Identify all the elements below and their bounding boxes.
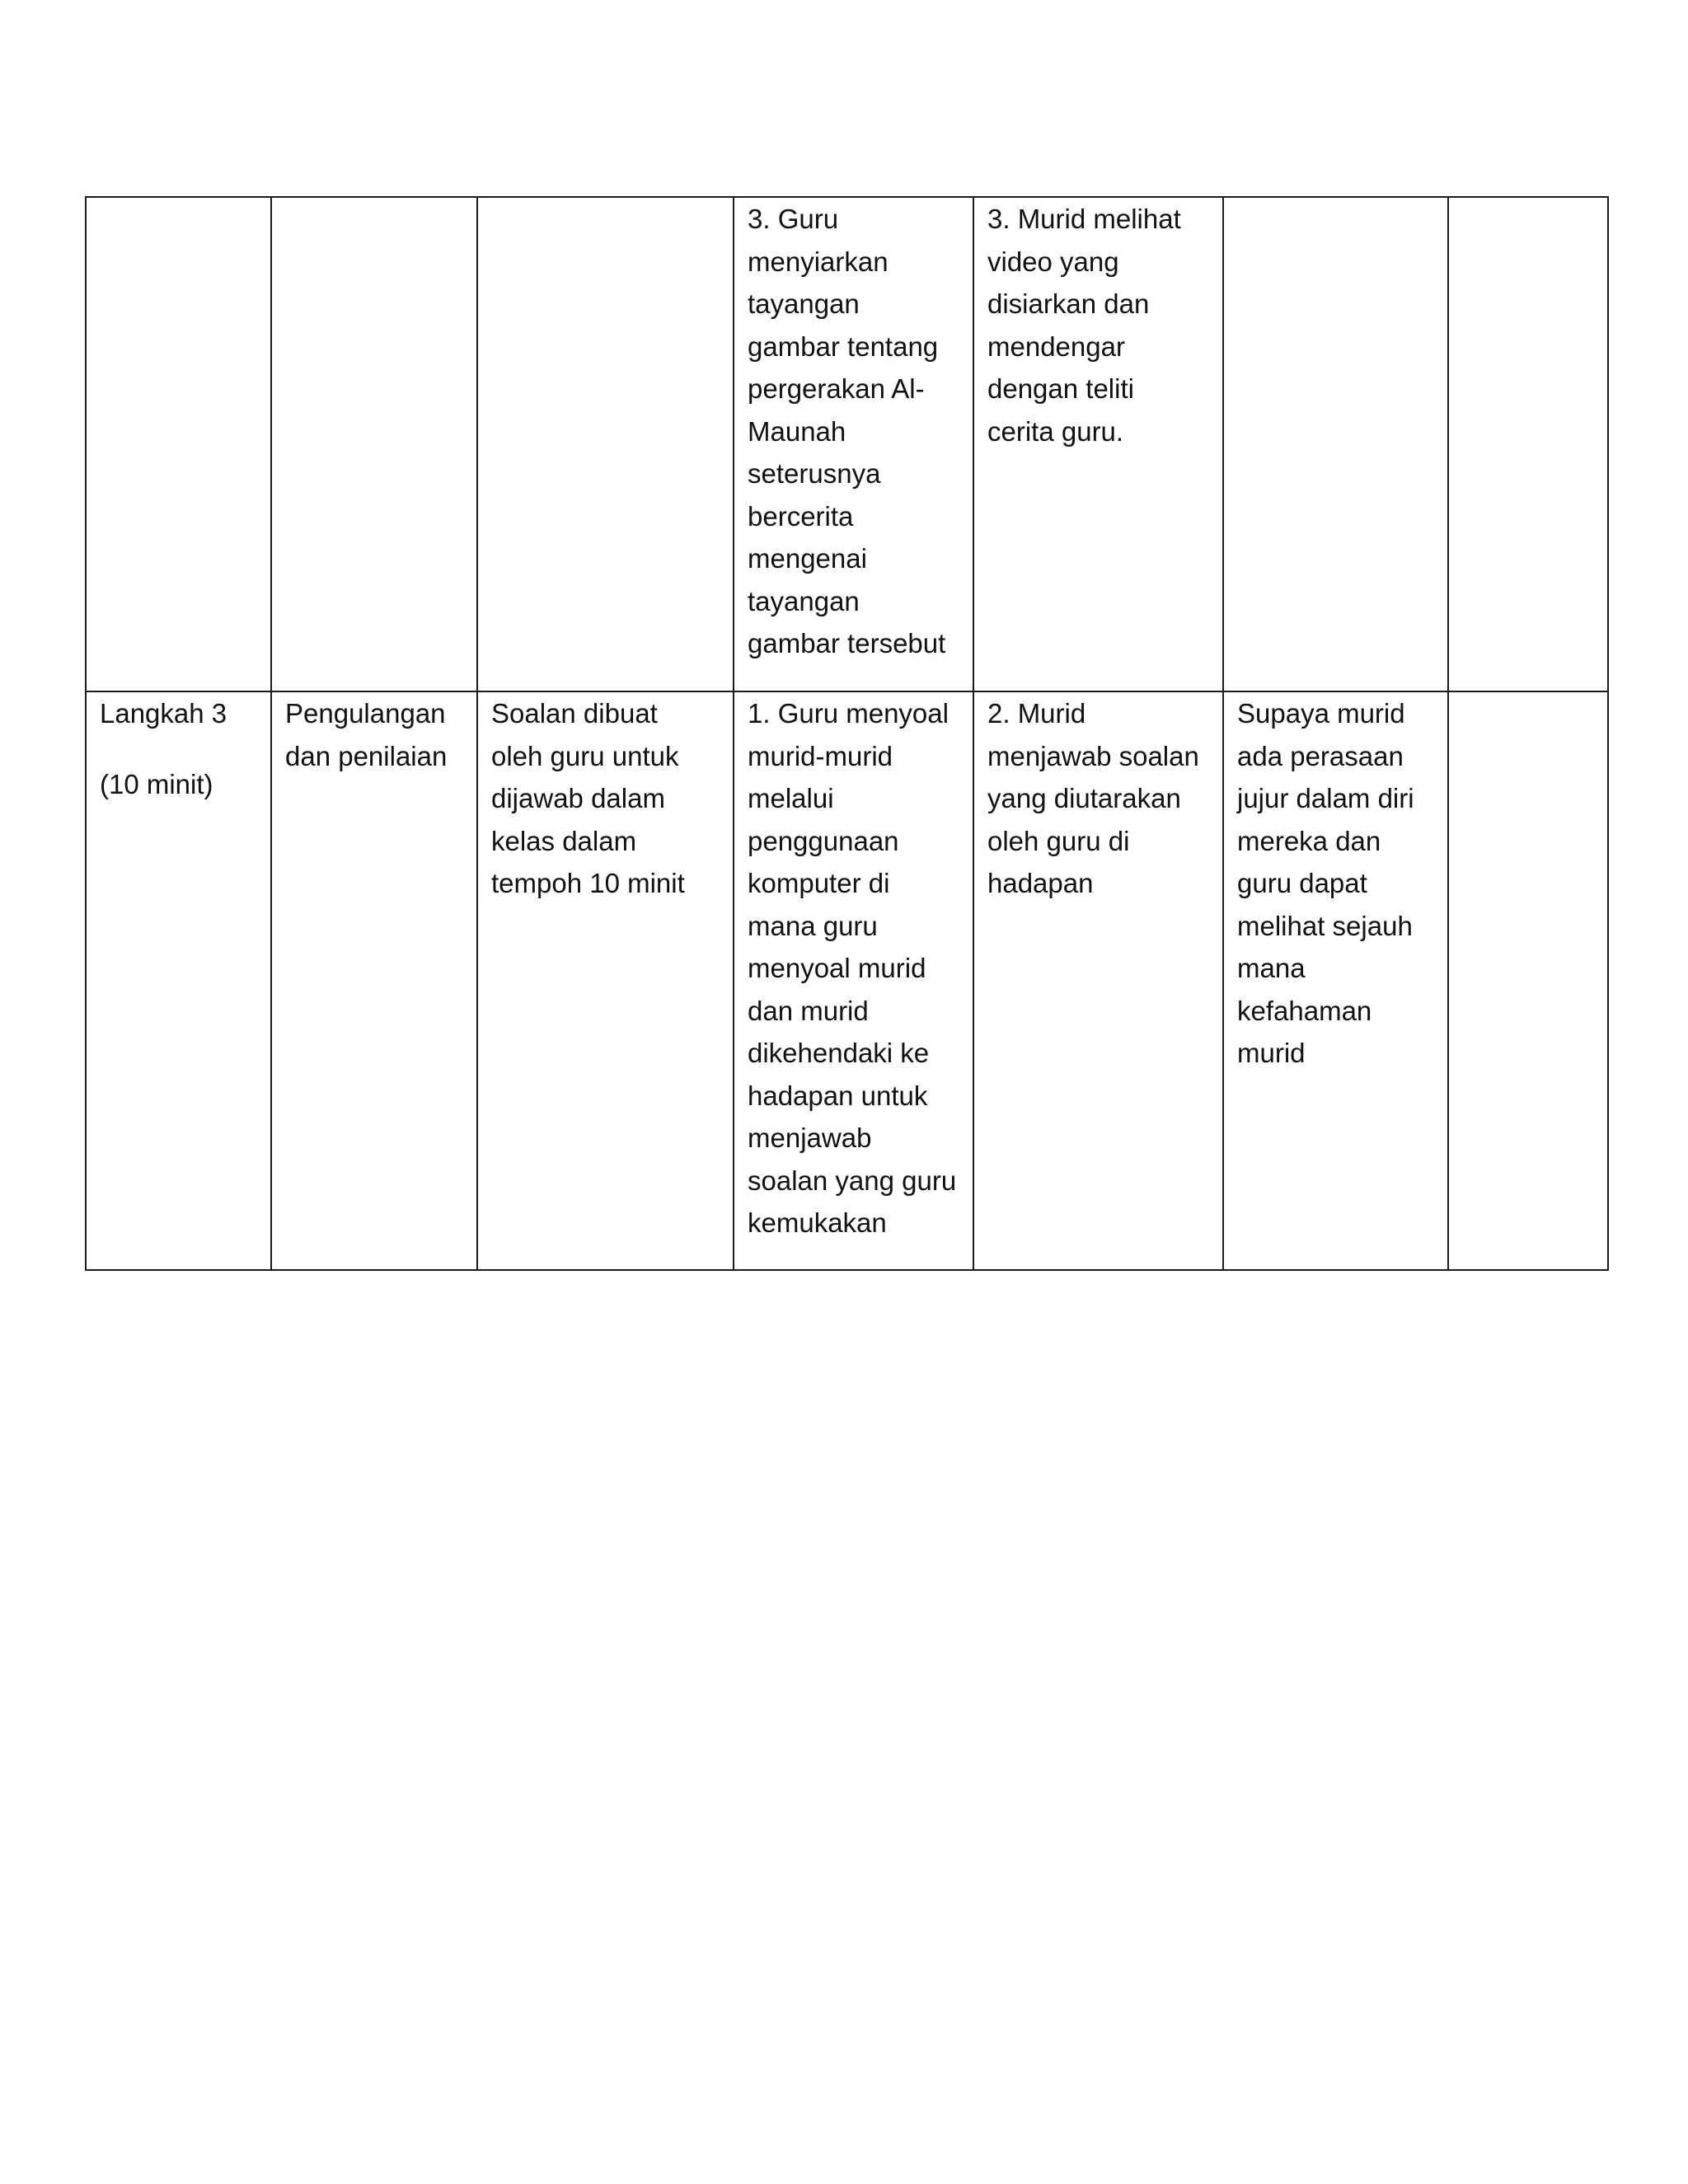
cell-text-line: melihat sejauh	[1237, 910, 1413, 941]
cell-text-line: komputer di	[748, 868, 890, 898]
cell-text-line: gambar tersebut	[748, 628, 946, 658]
table-cell-tujuan	[1223, 197, 1448, 691]
cell-text-line: jujur dalam diri	[1237, 783, 1414, 813]
cell-text-line: mendengar	[987, 330, 1125, 362]
cell-text-line: kelas dalam	[491, 825, 637, 856]
cell-text-line: 3. Guru	[748, 204, 839, 234]
cell-text-line: penggunaan	[748, 825, 899, 856]
table-cell-murid	[973, 691, 1223, 1270]
cell-text-line: murid	[1237, 1038, 1306, 1068]
cell-text-line: menyiarkan	[748, 246, 889, 277]
cell-text-line: kefahaman	[1237, 995, 1372, 1026]
cell-text-line: dan penilaian	[285, 740, 448, 771]
cell-text-line: Supaya murid	[1237, 698, 1405, 729]
cell-text-line: soalan yang guru	[748, 1165, 957, 1196]
cell-text-line: (10 minit)	[100, 768, 213, 799]
cell-text-line: menjawab	[748, 1122, 872, 1153]
cell-text-line: dikehendaki ke	[748, 1038, 930, 1068]
cell-text-line: kemukakan	[748, 1207, 887, 1238]
table-cell-aktiviti	[271, 197, 477, 691]
table-cell-murid	[973, 197, 1223, 691]
table-cell-isi	[477, 691, 734, 1270]
cell-text-line: bercerita	[748, 500, 854, 532]
cell-text-line: guru dapat	[1237, 868, 1367, 898]
table-cell-langkah	[86, 691, 271, 1270]
cell-text-line: 3. Murid melihat	[987, 204, 1181, 234]
cell-text-line: oleh guru di	[987, 825, 1130, 856]
cell-text-line: Pengulangan	[285, 698, 446, 729]
cell-text-line: dengan teliti	[987, 373, 1134, 404]
cell-text-line: tempoh 10 minit	[491, 868, 685, 898]
cell-text-line: gambar tentang	[748, 330, 939, 362]
table-cell-guru	[734, 197, 973, 691]
cell-text-line: menjawab soalan	[987, 740, 1199, 771]
cell-text-line: mana guru	[748, 910, 878, 941]
cell-text-line: mana	[1237, 953, 1306, 983]
cell-text-line: dan murid	[748, 995, 869, 1026]
cell-text-line: seterusnya	[748, 458, 881, 489]
cell-text-line: hadapan	[987, 868, 1094, 898]
cell-text-line: hadapan untuk	[748, 1080, 928, 1111]
cell-text-line: pergerakan Al-	[748, 373, 925, 404]
cell-text-line: ada perasaan	[1237, 740, 1404, 771]
paragraph-spacer	[100, 735, 257, 763]
table-cell-aktiviti	[271, 691, 477, 1270]
table-cell-guru	[734, 691, 973, 1270]
cell-text-line: oleh guru untuk	[491, 740, 679, 771]
cell-text-line: dijawab dalam	[491, 783, 665, 813]
cell-text-line: Maunah	[748, 415, 846, 447]
cell-text-line: 1. Guru menyoal	[748, 698, 949, 729]
table-row	[86, 197, 1608, 691]
table-cell-langkah	[86, 197, 271, 691]
cell-text-line: yang diutarakan	[987, 783, 1181, 813]
cell-text-line: video yang	[987, 246, 1119, 277]
cell-text-line: Langkah 3	[100, 698, 227, 729]
cell-text-line: tayangan	[748, 288, 860, 319]
cell-text-line: disiarkan dan	[987, 288, 1150, 319]
cell-text-line: Soalan dibuat	[491, 698, 658, 729]
lesson-plan-table	[85, 196, 1609, 1271]
table-row	[86, 691, 1608, 1270]
cell-text-line: mengenai	[748, 543, 867, 574]
cell-text-line: 2. Murid	[987, 698, 1086, 729]
table-cell-catatan	[1448, 197, 1608, 691]
table-cell-tujuan	[1223, 691, 1448, 1270]
cell-text-line: melalui	[748, 783, 834, 813]
table-cell-isi	[477, 197, 734, 691]
table-cell-catatan	[1448, 691, 1608, 1270]
cell-text-line: murid-murid	[748, 740, 893, 771]
cell-text-line: menyoal murid	[748, 953, 926, 983]
cell-text-line: cerita guru.	[987, 415, 1124, 447]
cell-text-line: tayangan	[748, 585, 860, 616]
cell-text-line: mereka dan	[1237, 825, 1381, 856]
